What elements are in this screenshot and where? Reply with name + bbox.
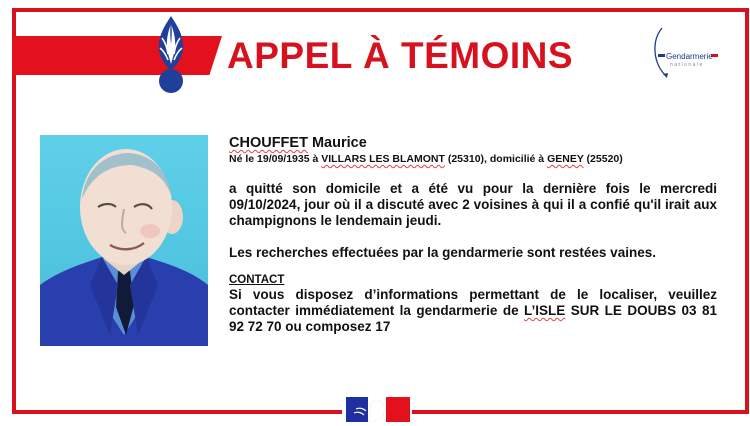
marianne-republique-logo (342, 397, 412, 422)
logo-subtitle: nationale (670, 62, 704, 68)
page-title: APPEL À TÉMOINS (227, 35, 574, 76)
birth-info (229, 152, 717, 166)
person-first-name: Maurice (311, 135, 367, 151)
person-name (229, 135, 717, 151)
contact-heading: CONTACT (229, 274, 285, 286)
person-last-name: CHOUFFET (229, 135, 308, 151)
contact-text-before: Si vous disposez d’informations permettant de le localiser, veuillez contacter immédiatement la gendarmerie de (229, 287, 717, 318)
search-status: Les recherches effectuées par la gendarmerie sont restées vaines. (229, 245, 656, 260)
residence-town: GENEY (547, 153, 584, 165)
logo-name: Gendarmerie (666, 52, 713, 61)
gendarmerie-nationale-logo (648, 24, 726, 84)
missing-person-photo (40, 135, 208, 346)
gendarmerie-grenade-icon (146, 14, 196, 94)
birth-postcode: (25310), domicilié à (444, 153, 548, 165)
birth-place: VILLARS LES BLAMONT (321, 153, 445, 165)
disappearance-description: a quitté son domicile et a été vu pour la dernière fois le mercredi 09/10/2024, jour où il a discuté avec 2 voisines à qui il a confié qu'il irait aux champignons le lendemain jeudi. (229, 181, 717, 228)
marianne-icon (342, 397, 412, 422)
contact-text-after: SUR LE DOUBS 03 81 92 72 70 ou composez 17 (229, 303, 717, 334)
residence-postcode: (25520) (583, 153, 623, 165)
contact-text (229, 287, 717, 335)
notice-text (229, 135, 717, 335)
portrait-image (40, 135, 208, 346)
birth-prefix: Né le 19/09/1935 à (229, 153, 322, 165)
contact-town: L’ISLE (524, 303, 566, 318)
